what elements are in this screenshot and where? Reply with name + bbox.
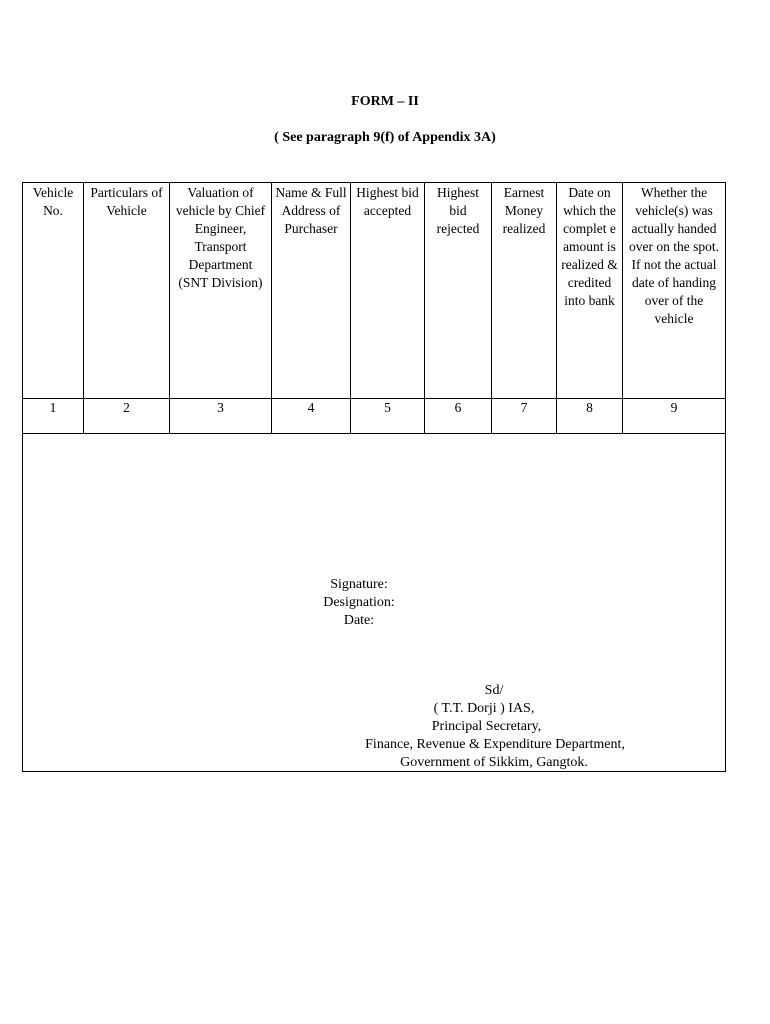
column-number: 9 xyxy=(623,399,726,434)
column-header: Highest bid accepted xyxy=(351,183,425,399)
column-number: 1 xyxy=(23,399,84,434)
authority-name: ( T.T. Dorji ) IAS, xyxy=(433,701,535,716)
column-number: 4 xyxy=(272,399,351,434)
column-number: 6 xyxy=(425,399,492,434)
column-number: 3 xyxy=(170,399,272,434)
column-header: Date on which the complet e amount is realized & credited into bank xyxy=(557,183,623,399)
column-number: 7 xyxy=(492,399,557,434)
column-header: Name & Full Address of Purchaser xyxy=(272,183,351,399)
vehicle-auction-table xyxy=(22,182,726,434)
signature-label: Signature: xyxy=(330,577,388,592)
authority-government: Government of Sikkim, Gangtok. xyxy=(400,755,588,770)
date-label: Date: xyxy=(343,613,375,628)
authority-title: Principal Secretary, xyxy=(431,719,542,734)
column-header: Whether the vehicle(s) was actually handed over on the spot. If not the actual date of handing over of the vehicle xyxy=(623,183,726,399)
column-number-row xyxy=(23,399,726,434)
column-header: Earnest Money realized xyxy=(492,183,557,399)
column-header: Valuation of vehicle by Chief Engineer, Transport Department (SNT Division) xyxy=(170,183,272,399)
signature-box xyxy=(22,431,726,772)
table-header-row xyxy=(23,183,726,399)
column-header: Vehicle No. xyxy=(23,183,84,399)
column-header: Highest bid rejected xyxy=(425,183,492,399)
form-subtitle: ( See paragraph 9(f) of Appendix 3A) xyxy=(274,130,496,145)
column-number: 5 xyxy=(351,399,425,434)
form-title: FORM – II xyxy=(351,94,419,109)
column-header: Particulars of Vehicle xyxy=(84,183,170,399)
designation-label: Designation: xyxy=(323,595,395,610)
authority-block xyxy=(23,682,725,772)
authority-department: Finance, Revenue & Expenditure Department, xyxy=(365,737,625,752)
sd-mark: Sd/ xyxy=(484,683,504,698)
column-number: 8 xyxy=(557,399,623,434)
column-number: 2 xyxy=(84,399,170,434)
signature-block xyxy=(23,576,725,630)
